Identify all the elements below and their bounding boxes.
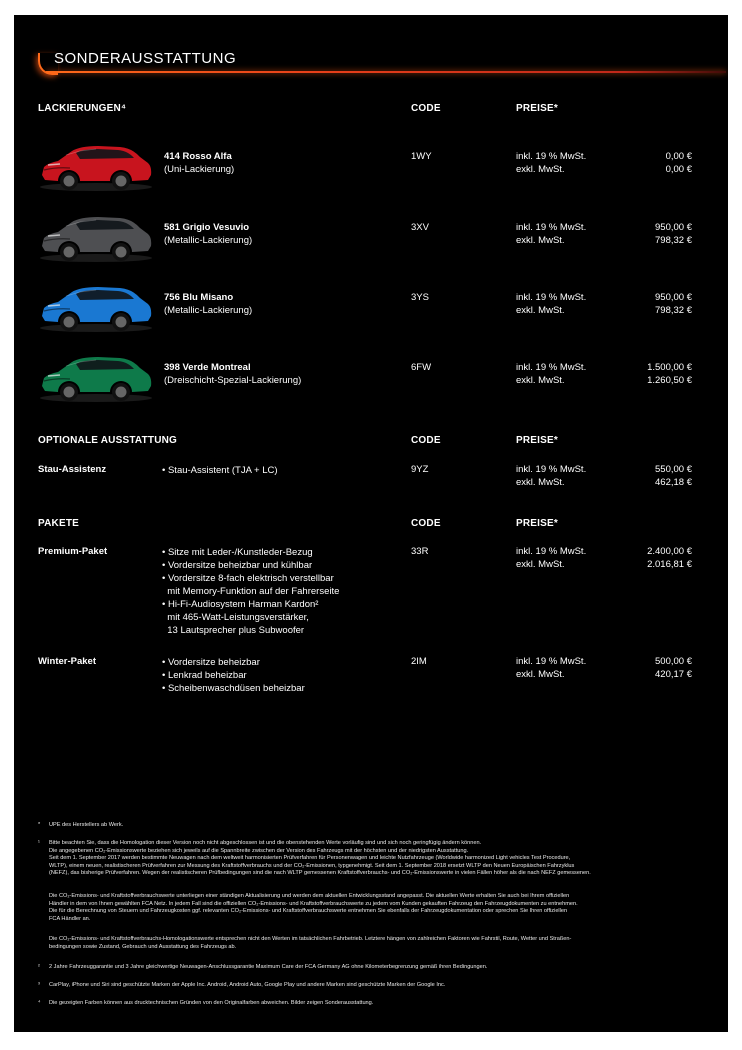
paint-code-header: CODE: [411, 103, 441, 114]
paint-code: 6FW: [411, 362, 432, 373]
car-image: [36, 208, 154, 264]
footnote-line: Die CO₂-Emissions- und Kraftstoffverbrauchs-Homologationswerte entsprechen nicht den Werten im tatsächlichen Fahrbetrieb. Letztere hängen von zahlreichen Faktoren wie Fahrstil, Route, Wetter und Straßen-: [49, 936, 572, 942]
paint-type: (Uni-Lackierung): [164, 164, 235, 175]
paint-price-excl: 798,32 €: [655, 235, 692, 246]
footnote: [38, 893, 704, 923]
footnote-line: Die für die Berechnung von Steuern und Fahrzeugkosten ggf. relevanten CO₂-Emissions- und Kraftstoffverbrauchswerte entnehmen Sie ebenfalls der Fahrzeugdokumentation oder sprechen Sie Ihren offiziellen: [49, 908, 568, 915]
paint-price-incl: 1.500,00 €: [647, 362, 692, 373]
packages-section-header: PAKETE: [38, 518, 80, 529]
package-price-incl-label: inkl. 19 % MwSt.: [516, 656, 587, 667]
car-image: [36, 278, 154, 334]
paint-price-excl-label: exkl. MwSt.: [516, 235, 565, 246]
package-price-excl-label: exkl. MwSt.: [516, 559, 565, 570]
package-name-premium: Premium-Paket: [38, 546, 108, 557]
footnote: [38, 840, 704, 878]
paint-type: (Metallic-Lackierung): [164, 305, 253, 316]
options-section-header: OPTIONALE AUSSTATTUNG: [38, 435, 178, 446]
package-price-excl-premium: 2.016,81 €: [647, 559, 692, 570]
options-code-header: CODE: [411, 435, 441, 446]
paint-price-incl-label: inkl. 19 % MwSt.: [516, 292, 587, 303]
footnote-line: CarPlay, iPhone und Siri sind geschützte Marken der Apple Inc. Android, Android Auto, Google Play und andere Marken sind geschützte Marken der Google Inc.: [49, 982, 446, 988]
package-bullets-premium: [162, 546, 339, 637]
package-bullets-winter: [162, 656, 305, 695]
paint-price-incl-label: inkl. 19 % MwSt.: [516, 362, 587, 373]
package-bullet: 13 Lautsprecher plus Subwoofer: [162, 625, 305, 636]
paint-price-incl: 0,00 €: [665, 151, 692, 162]
footnote: [38, 982, 704, 990]
option-price-excl-label: exkl. MwSt.: [516, 477, 565, 488]
paint-price-incl: 950,00 €: [655, 292, 692, 303]
footnote: [38, 964, 704, 972]
footnote-line: bedingungen sowie Zustand, Gebrauch und Ausstattung des Fahrzeugs ab.: [49, 943, 237, 950]
package-bullet: mit 465-Watt-Leistungsverstärker,: [162, 612, 309, 623]
package-price-incl-label: inkl. 19 % MwSt.: [516, 546, 587, 557]
footnote-mark: ²: [38, 964, 40, 970]
option-bullet: • Stau-Assistent (TJA + LC): [162, 465, 278, 476]
option-price-excl: 462,18 €: [655, 477, 692, 488]
footnote-line: Bitte beachten Sie, dass die Homologation dieser Version noch nicht abgeschlossen ist und die obenstehenden Werte vorläufig sind und sich noch geringfügig ändern können.: [49, 840, 482, 846]
package-price-excl-label: exkl. MwSt.: [516, 669, 565, 680]
footnote-mark: ¹: [38, 840, 40, 846]
footnote-line: Händler in dem von Ihnen gewählten FCA Netz. In jedem Fall sind die offiziellen CO₂-Emissions- und Kraftstoffverbrauchswerte zu jedem vom Kunden gekauften Fahrzeug den Fahrzeugdokumenten zu entnehmen.: [49, 900, 578, 907]
option-price-incl-label: inkl. 19 % MwSt.: [516, 464, 587, 475]
package-bullet: • Vordersitze beheizbar: [162, 657, 260, 668]
paint-price-excl: 1.260,50 €: [647, 375, 692, 386]
car-image: [36, 348, 154, 404]
footnote-line: Die gezeigten Farben können aus drucktechnischen Gründen von den Originalfarben abweichen. Bilder zeigen Sonderausstattung.: [49, 1000, 374, 1006]
paint-price-incl-label: inkl. 19 % MwSt.: [516, 222, 587, 233]
paint-name: 398 Verde Montreal: [164, 362, 251, 373]
paint-name: 581 Grigio Vesuvio: [164, 222, 250, 233]
option-price-incl: 550,00 €: [655, 464, 692, 475]
package-bullet: • Hi-Fi-Audiosystem Harman Kardon²: [162, 599, 319, 610]
title-accent-line: [46, 71, 726, 73]
paint-price-header: PREISE*: [516, 103, 558, 114]
footnote-line: (NEFZ), das bisherige Prüfverfahren. Wegen der realistischeren Prüfbedingungen sind die nach WLTP gemessenen Kraftstoffverbrauchs- und CO₂-Emissionswerte in vielen Fällen höher als die nach NEFZ gemessenen.: [49, 870, 591, 877]
option-code: 9YZ: [411, 464, 429, 475]
paint-type: (Metallic-Lackierung): [164, 235, 253, 246]
car-image: [36, 137, 154, 193]
package-bullet: mit Memory-Funktion auf der Fahrerseite: [162, 586, 340, 597]
paint-name: 414 Rosso Alfa: [164, 151, 232, 162]
paint-section-header: LACKIERUNGEN⁴: [38, 103, 127, 114]
paint-code: 1WY: [411, 151, 432, 162]
footnote-line: FCA Händler an.: [49, 915, 91, 922]
page: [14, 15, 728, 1032]
package-bullet: • Scheibenwaschdüsen beheizbar: [162, 683, 305, 694]
packages-code-header: CODE: [411, 518, 441, 529]
page-title: SONDERAUSSTATTUNG: [54, 50, 237, 67]
paint-price-excl: 0,00 €: [665, 164, 692, 175]
package-code-winter: 2IM: [411, 656, 427, 667]
paint-price-excl-label: exkl. MwSt.: [516, 164, 565, 175]
paint-price-excl-label: exkl. MwSt.: [516, 375, 565, 386]
paint-price-incl: 950,00 €: [655, 222, 692, 233]
option-bullets: [162, 464, 278, 477]
paint-code: 3YS: [411, 292, 429, 303]
footnote: [38, 822, 704, 830]
package-code-premium: 33R: [411, 546, 429, 557]
packages-price-header: PREISE*: [516, 518, 558, 529]
option-name: Stau-Assistenz: [38, 464, 107, 475]
package-bullet: • Vordersitze beheizbar und kühlbar: [162, 560, 313, 571]
footnote-mark: ⁴: [38, 1000, 41, 1006]
footnote-mark: *: [38, 822, 41, 828]
paint-name: 756 Blu Misano: [164, 292, 234, 303]
paint-type: (Dreischicht-Spezial-Lackierung): [164, 375, 302, 386]
package-name-winter: Winter-Paket: [38, 656, 96, 667]
package-price-incl-premium: 2.400,00 €: [647, 546, 692, 557]
footnote-line: Die CO₂-Emissions- und Kraftstoffverbrauchswerte unterliegen einer ständigen Aktualisierung und werden dem aktuellen Entwicklungsstand angepasst. Die aktuellen Werte erhalten Sie auch bei Ihrem offiziellen: [49, 893, 570, 899]
paint-price-incl-label: inkl. 19 % MwSt.: [516, 151, 587, 162]
footnote-line: WLTP), einem neuen, realistischeren Prüfverfahren zur Messung des Kraftstoffverbrauchs und der CO₂-Emissionen, typgenehmigt. Seit dem 1. September 2018 ersetzt WLTP den Neuen Europäischen Fahrzyklus: [49, 862, 575, 869]
options-price-header: PREISE*: [516, 435, 558, 446]
package-price-excl-winter: 420,17 €: [655, 669, 692, 680]
footnote-line: UPE des Herstellers ab Werk.: [49, 822, 124, 828]
footnote-line: 2 Jahre Fahrzeuggarantie und 3 Jahre gleichwertige Neuwagen-Anschlussgarantie Maximum Care der FCA Germany AG ohne Kilometerbegrenzung gemäß ihren Bedingungen.: [49, 964, 488, 970]
package-bullet: • Vordersitze 8-fach elektrisch verstellbar: [162, 573, 334, 584]
footnote-line: Seit dem 1. September 2017 werden bestimmte Neuwagen nach dem weltweit harmonisierten Prüfverfahren für Personenwagen und leichte Nutzfahrzeuge (Worldwide harmonized Light vehicles Test Procedure,: [49, 855, 571, 862]
paint-price-excl-label: exkl. MwSt.: [516, 305, 565, 316]
footnote-line: Die angegebenen CO₂-Emissionswerte beziehen sich jeweils auf die Spannbreite zwischen der Version des Fahrzeugs mit der höchsten und der niedrigsten Ausstattung.: [49, 847, 469, 854]
footnote-mark: ³: [38, 982, 40, 988]
paint-code: 3XV: [411, 222, 429, 233]
package-bullet: • Sitze mit Leder-/Kunstleder-Bezug: [162, 547, 313, 558]
package-bullet: • Lenkrad beheizbar: [162, 670, 247, 681]
paint-price-excl: 798,32 €: [655, 305, 692, 316]
footnote: [38, 936, 704, 951]
footnote: [38, 1000, 704, 1008]
package-price-incl-winter: 500,00 €: [655, 656, 692, 667]
